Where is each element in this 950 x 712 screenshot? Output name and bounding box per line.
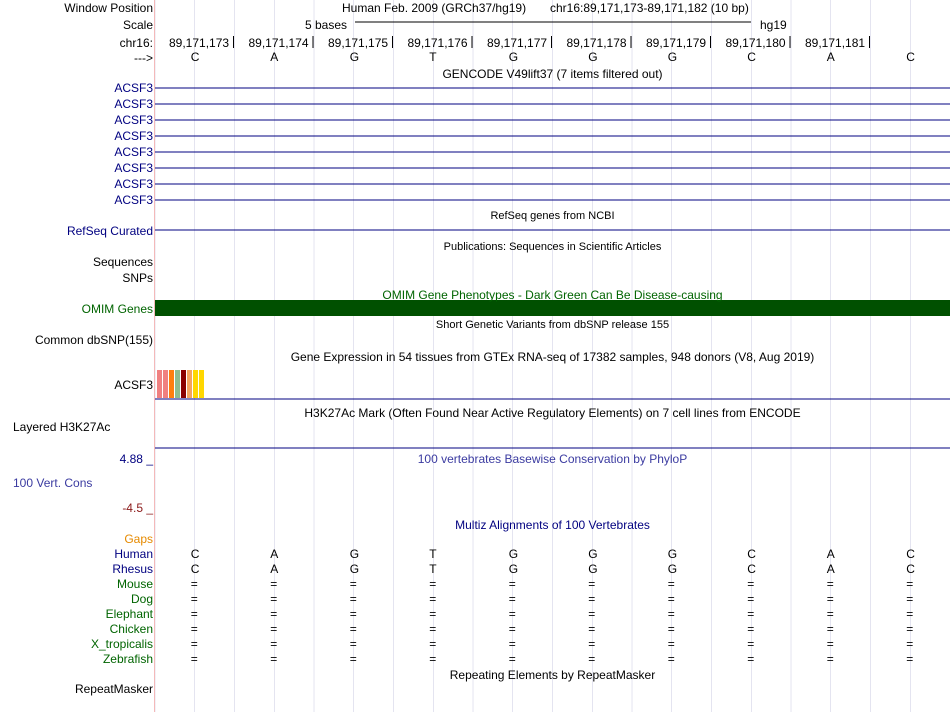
alignment-base: = <box>826 592 834 606</box>
alignment-base: G <box>508 547 519 561</box>
alignment-base: C <box>747 562 756 576</box>
alignment-base: = <box>270 637 278 651</box>
coordinate-label: 89,171,176 <box>407 36 468 50</box>
alignment-base: = <box>667 637 675 651</box>
omim-label[interactable]: OMIM Genes <box>81 302 153 316</box>
scale-text: 5 bases <box>305 18 348 32</box>
phylop-min: -4.5 _ <box>122 501 153 515</box>
alignment-base: = <box>747 637 755 651</box>
alignment-base: = <box>349 637 357 651</box>
alignment-base: = <box>270 577 278 591</box>
alignment-base: = <box>349 577 357 591</box>
gtex-bar <box>193 370 198 398</box>
gene-label: ACSF3 <box>114 193 153 207</box>
alignment-base: A <box>270 562 279 576</box>
base-letter: C <box>747 50 756 64</box>
alignment-base: = <box>667 607 675 621</box>
gaps-label[interactable]: Gaps <box>124 532 153 546</box>
alignment-base: G <box>588 562 598 576</box>
repeat-title: Repeating Elements by RepeatMasker <box>449 668 656 682</box>
species-label: Human <box>114 547 153 561</box>
db-label: hg19 <box>760 18 787 32</box>
coordinate-label: 89,171,180 <box>725 36 786 50</box>
gene-label: ACSF3 <box>114 97 153 111</box>
gtex-bar <box>175 370 180 398</box>
alignment-base: G <box>349 547 360 561</box>
sequences-label[interactable]: Sequences <box>92 255 153 269</box>
gtex-bar <box>157 370 162 398</box>
alignment-base: = <box>906 577 914 591</box>
coordinate-label: 89,171,174 <box>248 36 309 50</box>
phylop-max: 4.88 _ <box>119 452 153 466</box>
alignment-base: = <box>349 592 357 606</box>
alignment-base: = <box>508 652 516 666</box>
alignment-base: C <box>190 562 200 576</box>
alignment-base: = <box>906 637 914 651</box>
gencode-title[interactable]: GENCODE V49lift37 (7 items filtered out) <box>442 67 663 81</box>
alignment-base: = <box>190 607 198 621</box>
alignment-base: A <box>826 547 835 561</box>
alignment-base: = <box>826 607 834 621</box>
coordinate-label: 89,171,173 <box>169 36 230 50</box>
alignment-base: = <box>588 637 596 651</box>
alignment-base: = <box>667 577 675 591</box>
alignment-base: = <box>190 622 198 636</box>
alignment-base: = <box>508 607 516 621</box>
gtex-bar <box>169 370 174 398</box>
species-label: Elephant <box>105 607 153 621</box>
alignment-base: = <box>508 637 516 651</box>
snps-label[interactable]: SNPs <box>122 271 153 285</box>
omim-bar <box>155 300 950 316</box>
gtex-label[interactable]: ACSF3 <box>114 378 153 392</box>
dbsnp-title: Short Genetic Variants from dbSNP release 155 <box>435 319 670 331</box>
alignment-base: = <box>588 652 596 666</box>
strand-arrow-label: ---> <box>134 51 153 65</box>
base-letter: C <box>906 50 915 64</box>
alignment-base: = <box>270 607 278 621</box>
position-readout[interactable]: chr16:89,171,173-89,171,182 (10 bp) <box>550 1 749 15</box>
base-letter: G <box>349 50 360 64</box>
omim-title: OMIM Gene Phenotypes - Dark Green Can Be Disease-causing <box>382 288 723 302</box>
coordinate-label: 89,171,175 <box>328 36 389 50</box>
alignment-base: G <box>667 547 678 561</box>
alignment-base: G <box>667 562 678 576</box>
gtex-bar <box>199 370 204 398</box>
gene-label: ACSF3 <box>114 81 153 95</box>
alignment-base: = <box>349 607 357 621</box>
alignment-base: = <box>429 592 437 606</box>
alignment-base: = <box>190 577 198 591</box>
repeat-label[interactable]: RepeatMasker <box>74 682 153 696</box>
base-letter: G <box>667 50 678 64</box>
phylop-label[interactable]: 100 Vert. Cons <box>13 476 93 490</box>
base-letter: C <box>190 50 200 64</box>
alignment-base: = <box>667 622 675 636</box>
alignment-base: C <box>747 547 756 561</box>
h3k27-title: H3K27Ac Mark (Often Found Near Active Regulatory Elements) on 7 cell lines from ENCODE <box>304 406 801 420</box>
coordinate-label: 89,171,181 <box>805 36 866 50</box>
base-letter: T <box>429 50 437 64</box>
alignment-base: = <box>429 577 437 591</box>
refseq-label[interactable]: RefSeq Curated <box>66 224 153 238</box>
h3k27-label[interactable]: Layered H3K27Ac <box>13 420 111 434</box>
alignment-base: = <box>270 652 278 666</box>
species-label: Chicken <box>109 622 153 636</box>
alignment-base: G <box>508 562 519 576</box>
base-letter: G <box>588 50 598 64</box>
gtex-bar <box>187 370 192 398</box>
alignment-base: = <box>906 652 914 666</box>
alignment-base: = <box>190 592 198 606</box>
window-position-label: Window Position <box>64 1 153 15</box>
alignment-base: = <box>826 622 834 636</box>
dbsnp-label[interactable]: Common dbSNP(155) <box>34 333 153 347</box>
gene-label: ACSF3 <box>114 145 153 159</box>
alignment-base: G <box>349 562 360 576</box>
pubs-title: Publications: Sequences in Scientific Articles <box>443 241 662 253</box>
alignment-base: = <box>826 652 834 666</box>
scale-label: Scale <box>122 18 153 32</box>
alignment-base: = <box>588 592 596 606</box>
alignment-base: = <box>190 637 198 651</box>
species-label: Mouse <box>116 577 153 591</box>
species-label: Zebrafish <box>102 652 153 666</box>
alignment-base: = <box>349 652 357 666</box>
refseq-title: RefSeq genes from NCBI <box>490 210 615 222</box>
alignment-base: A <box>270 547 279 561</box>
species-label: Dog <box>130 592 153 606</box>
chrom-label: chr16: <box>119 36 153 50</box>
alignment-base: C <box>190 547 200 561</box>
alignment-base: = <box>429 607 437 621</box>
coordinate-label: 89,171,178 <box>566 36 627 50</box>
alignment-base: G <box>588 547 598 561</box>
species-label: Rhesus <box>112 562 153 576</box>
alignment-base: C <box>906 547 915 561</box>
alignment-base: = <box>747 622 755 636</box>
alignment-base: = <box>270 622 278 636</box>
phylop-title: 100 vertebrates Basewise Conservation by PhyloP <box>417 452 688 466</box>
alignment-base: = <box>747 577 755 591</box>
species-label: X_tropicalis <box>90 637 153 651</box>
alignment-base: C <box>906 562 915 576</box>
alignment-base: = <box>747 652 755 666</box>
coordinate-label: 89,171,177 <box>487 36 548 50</box>
alignment-base: = <box>588 607 596 621</box>
assembly-title: Human Feb. 2009 (GRCh37/hg19) <box>342 1 527 15</box>
gene-label: ACSF3 <box>114 177 153 191</box>
alignment-base: = <box>667 652 675 666</box>
alignment-base: = <box>508 622 516 636</box>
alignment-base: = <box>429 652 437 666</box>
alignment-base: = <box>270 592 278 606</box>
alignment-base: = <box>906 592 914 606</box>
gene-label: ACSF3 <box>114 161 153 175</box>
alignment-base: T <box>429 562 437 576</box>
coordinate-label: 89,171,179 <box>646 36 707 50</box>
base-letter: A <box>270 50 279 64</box>
multiz-title: Multiz Alignments of 100 Vertebrates <box>455 518 650 532</box>
gene-label: ACSF3 <box>114 113 153 127</box>
alignment-base: = <box>588 577 596 591</box>
alignment-base: = <box>747 592 755 606</box>
alignment-base: = <box>588 622 596 636</box>
base-letter: A <box>826 50 835 64</box>
alignment-base: = <box>667 592 675 606</box>
alignment-base: = <box>508 577 516 591</box>
alignment-base: = <box>429 637 437 651</box>
gtex-bar <box>163 370 168 398</box>
alignment-base: T <box>429 547 437 561</box>
alignment-base: = <box>349 622 357 636</box>
alignment-base: = <box>747 607 755 621</box>
alignment-base: = <box>826 577 834 591</box>
alignment-base: = <box>190 652 198 666</box>
alignment-base: = <box>906 622 914 636</box>
alignment-base: = <box>429 622 437 636</box>
base-letter: G <box>508 50 519 64</box>
alignment-base: = <box>508 592 516 606</box>
gtex-bar <box>181 370 186 398</box>
alignment-base: = <box>826 637 834 651</box>
gene-label: ACSF3 <box>114 129 153 143</box>
alignment-base: = <box>906 607 914 621</box>
gtex-title: Gene Expression in 54 tissues from GTEx RNA-seq of 17382 samples, 948 donors (V8, Aug 2019) <box>290 350 815 364</box>
alignment-base: A <box>826 562 835 576</box>
